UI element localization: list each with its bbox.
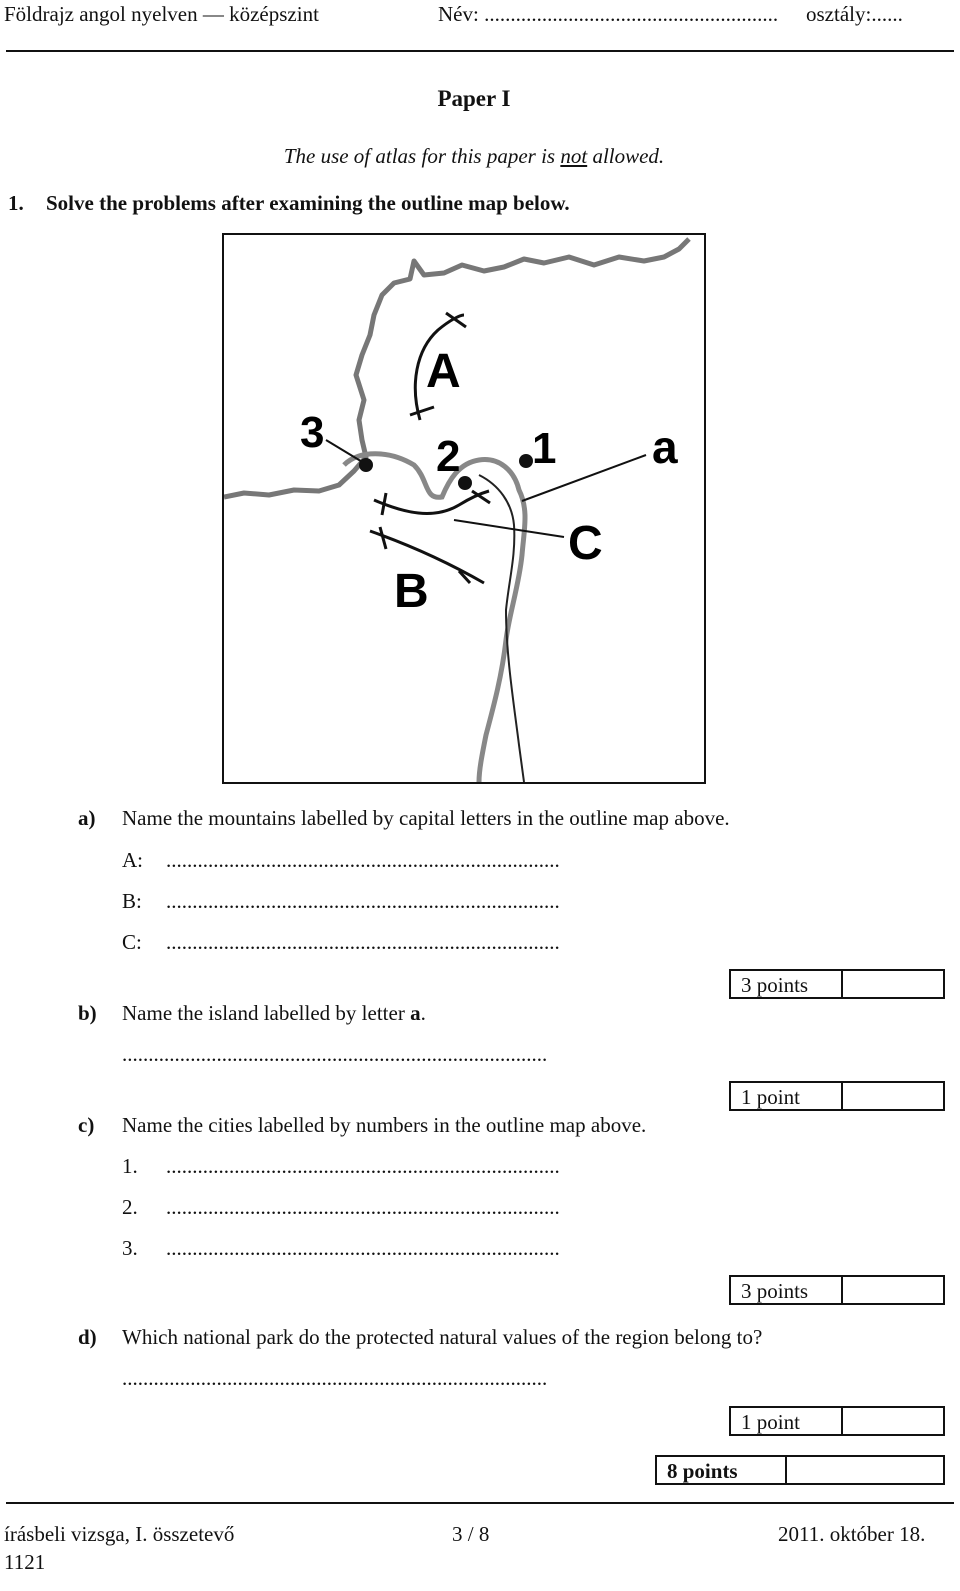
footer-code: 1121 [4,1550,46,1574]
answer-prefix: 1. [122,1154,138,1178]
answer-prefix: A: [122,848,143,872]
answer-dots[interactable]: ........................................................................... [166,1195,560,1219]
city-dot-1 [519,454,533,468]
score-label: 3 points [731,971,843,997]
score-label: 3 points [731,1277,843,1303]
pointer-line-3 [326,440,364,463]
answer-line-d[interactable]: ................................................................................. [122,1366,548,1390]
instruction-emphasis: not [560,144,588,168]
answer-line-b[interactable]: ................................................................................. [122,1042,548,1066]
score-label: 1 point [731,1408,843,1434]
question-a-label: a) [78,806,96,830]
question-b-text [122,1001,426,1026]
answer-dots[interactable]: ........................................................................... [166,848,560,872]
score-box-d [729,1406,945,1436]
question-a-text: Name the mountains labelled by capital letters in the outline map above. [122,806,730,830]
score-input[interactable] [843,1408,943,1434]
answer-dots[interactable]: ........................................................................... [166,889,560,913]
score-box-a [729,969,945,999]
answer-prefix: 2. [122,1195,138,1219]
score-input[interactable] [843,1277,943,1303]
question-b-label: b) [78,1001,97,1025]
map-label-c-mountain: C [568,517,603,570]
footer-exam-type: írásbeli vizsga, I. összetevő [4,1522,235,1546]
answer-line-c-2[interactable] [122,1195,560,1220]
answer-dots[interactable]: ........................................................................... [166,930,560,954]
instruction-text [0,144,948,169]
score-label: 1 point [731,1083,843,1109]
answer-line-c-3[interactable] [122,1236,560,1261]
outline-map [222,233,706,784]
question-d-label: d) [78,1325,97,1349]
map-label-city-1: 1 [532,424,557,473]
answer-line-a-1[interactable] [122,848,560,873]
footer-date: 2011. október 18. [778,1522,926,1546]
page-title: Paper I [437,86,511,111]
map-label-city-3: 3 [300,408,325,457]
answer-line-a-2[interactable] [122,889,560,914]
task-number: 1. [8,191,24,215]
question-text-bold: a [410,1001,421,1025]
score-box-c [729,1275,945,1305]
question-c-text: Name the cities labelled by numbers in the outline map above. [122,1113,647,1137]
river-line [344,454,525,782]
header-rule [6,50,954,52]
task-text: Solve the problems after examining the outline map below. [46,191,570,215]
question-text-part: . [420,1001,426,1025]
map-label-a-mountain: A [426,345,461,398]
instruction-part: The use of atlas for this paper is [283,144,561,168]
map-label-city-2: 2 [436,432,461,481]
question-text-part: Name the island labelled by letter [122,1001,411,1025]
score-input[interactable] [843,971,943,997]
header-subject: Földrajz angol nyelven — középszint [4,2,319,26]
total-score-input[interactable] [787,1457,943,1483]
instruction-part: allowed. [587,144,665,168]
score-box-b [729,1081,945,1111]
total-score-box [655,1455,945,1485]
answer-prefix: C: [122,930,142,954]
map-label-b-mountain: B [394,565,429,618]
question-d-text: Which national park do the protected natural values of the region belong to? [122,1325,763,1349]
question-c-label: c) [78,1113,95,1137]
header-name-field[interactable]: Név: ........................................................ [438,2,779,26]
answer-dots[interactable]: ........................................................................... [166,1154,560,1178]
map-label-island-a: a [652,421,678,473]
city-dot-3 [359,458,373,472]
total-score-label: 8 points [657,1457,787,1483]
answer-dots[interactable]: ........................................................................... [166,1236,560,1260]
score-input[interactable] [843,1083,943,1109]
header-class-field[interactable]: osztály:...... [806,2,903,26]
pointer-line-c [454,520,564,537]
outline-map-drawing [224,235,704,782]
footer-rule [6,1502,954,1504]
answer-line-c-1[interactable] [122,1154,560,1179]
answer-prefix: B: [122,889,142,913]
answer-prefix: 3. [122,1236,138,1260]
answer-line-a-3[interactable] [122,930,560,955]
footer-page-number: 3 / 8 [452,1522,490,1546]
